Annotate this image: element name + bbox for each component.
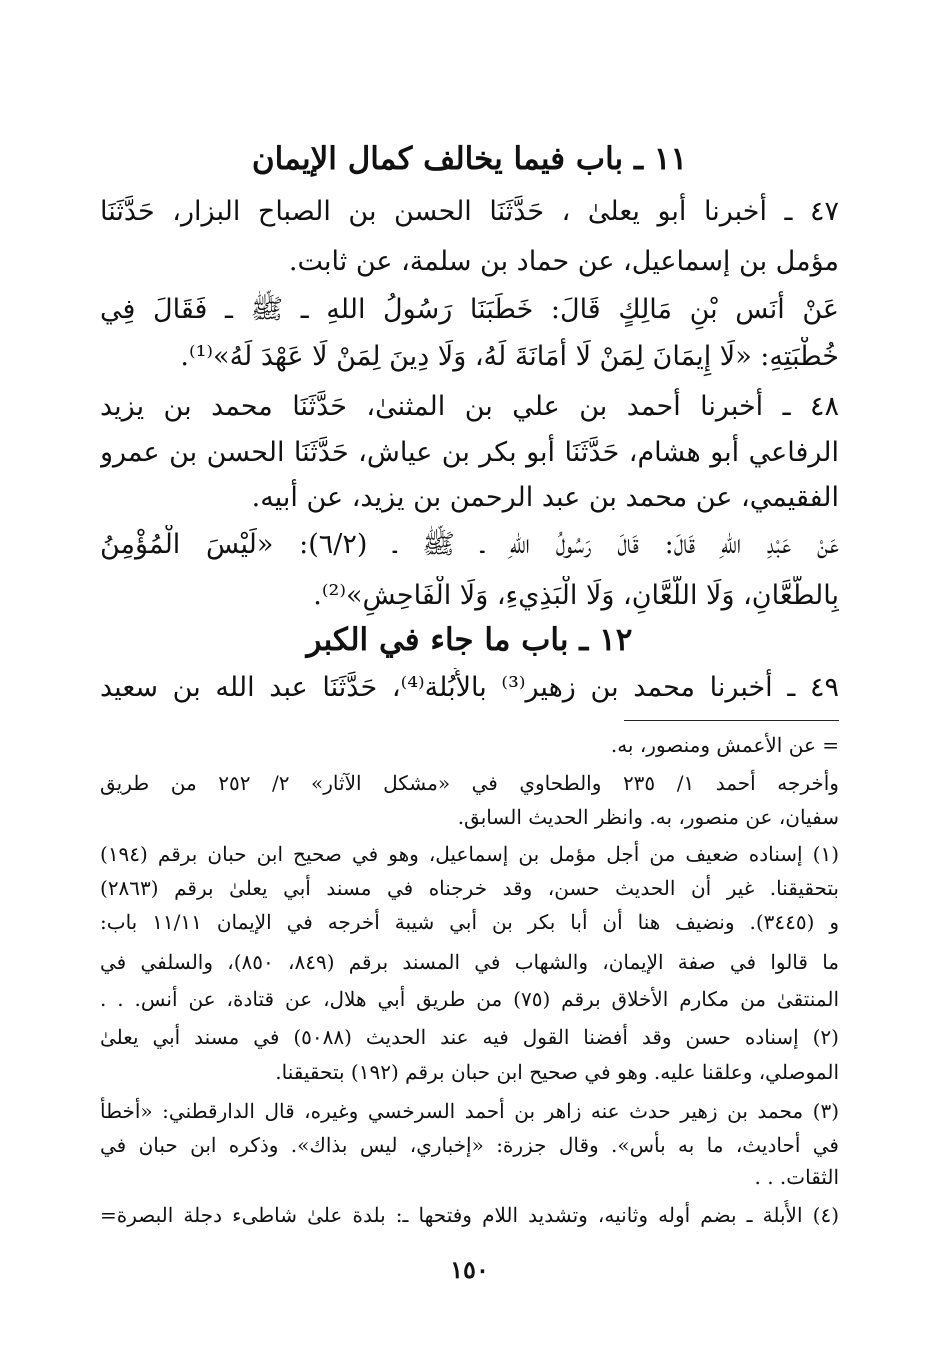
hadith-47-matn-line: عَنْ أَنَس بْنِ مَالِكٍ قَالَ: خَطَبَنَا رَسُولُ اللهِ ـ ﷺ ـ فَقَالَ فِي <box>100 294 839 325</box>
footnote-continuation-line: وأخرجه أحمد ١/ ٢٣٥ والطحاوي في «مشكل الآثار» ٢/ ٢٥٢ من طريق <box>100 771 839 795</box>
hadith-47-line: مؤمل بن إسماعيل، عن حماد بن سلمة، عن ثابت. <box>288 246 839 277</box>
footnote-3-line: في أحاديث، ما به بأس». وقال جزرة: «إخباري، ليس بذاك». وذكره ابن حبان في <box>100 1133 839 1157</box>
footnote-continuation-line: = عن الأعمش ومنصور، به. <box>610 733 839 757</box>
footnote-1-line: ما قالوا في صفة الإيمان، والشهاب في المسند برقم (٨٤٩، ٨٥٠)، والسلفي في <box>100 950 839 974</box>
footnote-continuation-line: سفيان، عن منصور، به. وانظر الحديث السابق. <box>457 805 839 829</box>
hadith-48-line: الفقيمي، عن محمد بن عبد الرحمن بن يزيد، عن أبيه. <box>251 482 839 513</box>
footnote-1-line: و (٣٤٤٥). ونضيف هنا أن أبا بكر بن أبي شيبة أخرجه في الإيمان ١١/١١ باب: <box>100 910 839 934</box>
footnote-4-line: (٤) الأُبلة ـ بضم أوله وثانيه، وتشديد اللام وفتحها ـ: بلدة علىٰ شاطىء دجلة البصرة= <box>100 1203 839 1227</box>
hadith-48-matn-line: عَنْ عَبْدِ اللهِ قَالَ: قَالَ رَسُولُ اللهِ ـ ﷺ ـ (٦/٢): «لَيْسَ الْمُؤْمِنُ <box>100 529 839 560</box>
footnote-2-line: (٢) إسناده حسن وقد أفضنا القول فيه عند الحديث (٥٠٨٨) في مسند أبي يعلىٰ <box>100 1025 839 1049</box>
page-number: ١٥٠ <box>450 1255 489 1284</box>
hadith-48-line: ٤٨ ـ أخبرنا أحمد بن علي بن المثنىٰ، حَدَّثَنَا محمد بن يزيد <box>100 391 839 422</box>
footnote-3-line: الثقات. . . <box>754 1165 839 1189</box>
hadith-48-matn-line: بِالطَّعَّانِ، وَلَا اللَّعَّانِ، وَلَا الْبَذِيءِ، وَلَا الْفَاحِشِ»⁽²⁾. <box>313 580 839 611</box>
footnote-1-line: المنتقىٰ من مكارم الأخلاق برقم (٧٥) من طريق أبي هلال، عن قتادة، عن أنس. . . <box>100 987 839 1011</box>
hadith-49-line: ٤٩ ـ أخبرنا محمد بن زهير⁽³⁾ بالأُبُلة⁽⁴⁾، حَدَّثَنَا عبد الله بن سعيد <box>100 672 839 703</box>
hadith-47-matn-line: خُطْبَتِهِ: «لَا إِيمَانَ لِمَنْ لَا أَمَانَةَ لَهُ، وَلَا دِينَ لِمَنْ لَا عَهْدَ لَهُ»⁽¹⁾. <box>180 341 839 372</box>
footnote-1-line: (١) إسناده ضعيف من أجل مؤمل بن إسماعيل، وهو في صحيح ابن حبان برقم (١٩٤) <box>100 842 839 866</box>
hadith-47-line: ٤٧ ـ أخبرنا أبو يعلىٰ ، حَدَّثَنَا الحسن بن الصباح البزار، حَدَّثَنَا <box>100 196 839 227</box>
chapter-heading: ١٢ ـ باب ما جاء في الكبر <box>306 622 633 658</box>
hadith-48-line: الرفاعي أبو هشام، حَدَّثَنَا أبو بكر بن عياش، حَدَّثَنَا الحسن بن عمرو <box>100 437 839 468</box>
footnote-3-line: (٣) محمد بن زهير حدث عنه زاهر بن أحمد السرخسي وغيره، قال الدارقطني: «أخطأ <box>100 1099 839 1123</box>
footnote-1-line: بتحقيقنا. غير أن الحديث حسن، وقد خرجناه في مسند أبي يعلىٰ برقم (٢٨٦٣) <box>100 876 839 900</box>
chapter-heading: ١١ ـ باب فيما يخالف كمال الإيمان <box>251 141 688 177</box>
footnote-separator <box>624 720 839 721</box>
footnote-2-line: الموصلي، وعلقنا عليه. وهو في صحيح ابن حبان برقم (١٩٢) بتحقيقنا. <box>275 1060 839 1084</box>
